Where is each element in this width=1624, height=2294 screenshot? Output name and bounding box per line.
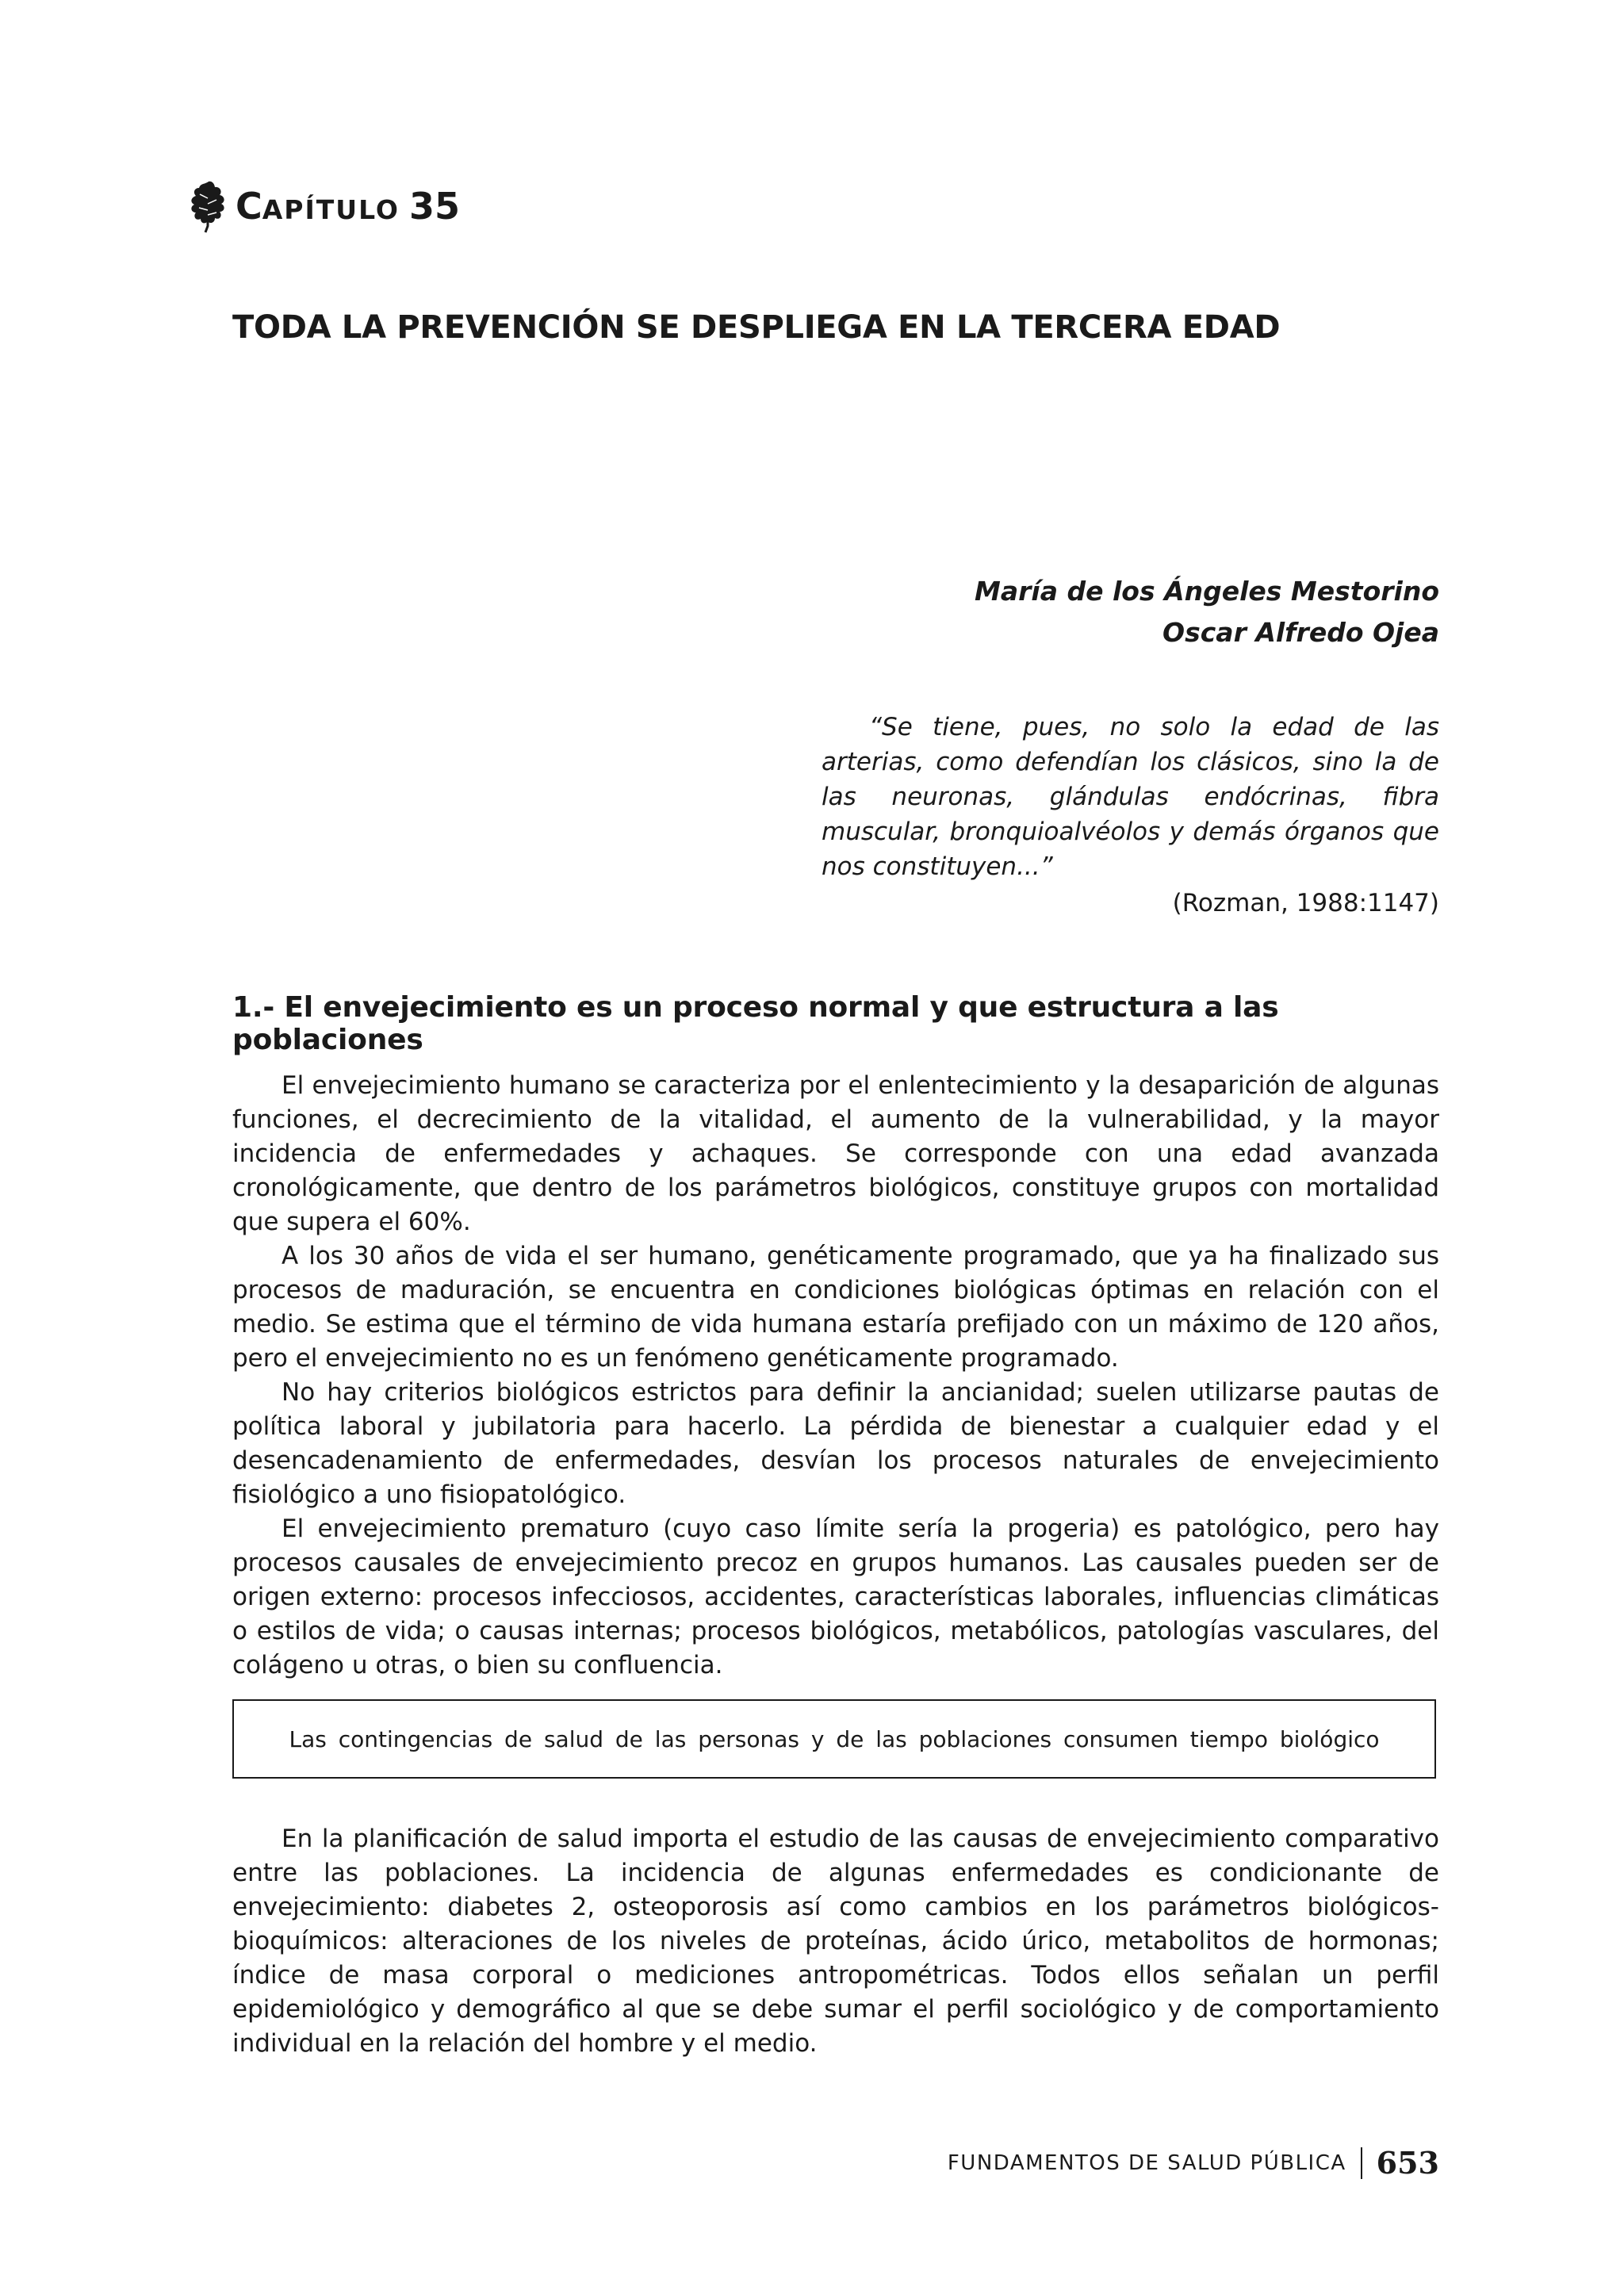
author-name: María de los Ángeles Mestorino bbox=[975, 576, 1439, 607]
callout-text: Las contingencias de salud de las personas y de las poblaciones consumen tiempo biológico bbox=[289, 1725, 1380, 1752]
page-number: 653 bbox=[1376, 2145, 1439, 2181]
epigraph bbox=[822, 710, 1439, 921]
section-body-continued bbox=[232, 1822, 1439, 2061]
paragraph: A los 30 años de vida el ser humano, genéticamente programado, que ya ha finalizado sus procesos de maduración, se encuentra en condiciones biológicas óptimas en relación con el medio. Se estima que el término de vida humana estaría prefijado con un máximo de 120 años, pero el envejecimiento no es un fenómeno genéticamente programado. bbox=[232, 1242, 1439, 1373]
epigraph-citation: (Rozman, 1988:1147) bbox=[1172, 889, 1439, 917]
epigraph-quote: “Se tiene, pues, no solo la edad de las arterias, como defendían los clásicos, sino la de las neuronas, glándulas endócrinas, fibra muscular, bronquioalvéolos y demás órganos que nos constituyen...” bbox=[822, 713, 1439, 881]
chapter-label bbox=[236, 185, 400, 228]
page-footer bbox=[948, 2145, 1439, 2181]
footer-divider bbox=[1361, 2147, 1362, 2179]
chapter-number: 35 bbox=[408, 185, 460, 228]
oak-leaf-icon bbox=[185, 178, 231, 234]
chapter-heading bbox=[185, 178, 460, 234]
paragraph: El envejecimiento prematuro (cuyo caso límite sería la progeria) es patológico, pero hay procesos causales de envejecimiento precoz en grupos humanos. Las causales pueden ser de origen externo: procesos infecciosos, accidentes, características laborales, influencias climáticas o estilos de vida; o causas internas; procesos biológicos, metabólicos, patologías vasculares, del colágeno u otras, o bien su confluencia. bbox=[232, 1515, 1439, 1679]
section-heading: 1.- El envejecimiento es un proceso normal y que estructura a las poblaciones bbox=[232, 991, 1279, 1056]
authors bbox=[975, 571, 1439, 653]
callout-box bbox=[232, 1699, 1436, 1779]
footer-book-title: FUNDAMENTOS DE SALUD PÚBLICA bbox=[947, 2150, 1346, 2175]
author-name: Oscar Alfredo Ojea bbox=[1162, 617, 1439, 648]
section-body bbox=[232, 1069, 1439, 1683]
paragraph: El envejecimiento humano se caracteriza por el enlentecimiento y la desaparición de algunas funciones, el decrecimiento de la vitalidad, el aumento de la vulnerabilidad, y la mayor incidencia de enfermedades y achaques. Se corresponde con una edad avanzada cronológicamente, que dentro de los parámetros biológicos, constituye grupos con mortalidad que supera el 60%. bbox=[232, 1071, 1439, 1236]
paragraph: No hay criterios biológicos estrictos para definir la ancianidad; suelen utilizarse pautas de política laboral y jubilatoria para hacerlo. La pérdida de bienestar a cualquier edad y el desencadenamiento de enfermedades, desvían los procesos naturales de envejecimiento fisiológico a uno fisiopatológico. bbox=[232, 1378, 1439, 1509]
chapter-label-initial: C bbox=[236, 185, 262, 228]
chapter-title: TODA LA PREVENCIÓN SE DESPLIEGA EN LA TERCERA EDAD bbox=[232, 309, 1281, 346]
chapter-label-rest: APÍTULO bbox=[262, 194, 400, 225]
paragraph: En la planificación de salud importa el estudio de las causas de envejecimiento comparativo entre las poblaciones. La incidencia de algunas enfermedades es condicionante de envejecimiento: diabetes 2, osteoporosis así como cambios en los parámetros biológicos- bioquímicos: alteraciones de los niveles de proteínas, ácido úrico, metabolitos de hormonas; índice de masa corporal o mediciones antropométricas. Todos ellos señalan un perfil epidemiológico y demográfico al que se debe sumar el perfil sociológico y de comportamiento individual en la relación del hombre y el medio. bbox=[232, 1825, 1439, 2058]
document-page bbox=[232, 0, 1439, 2294]
